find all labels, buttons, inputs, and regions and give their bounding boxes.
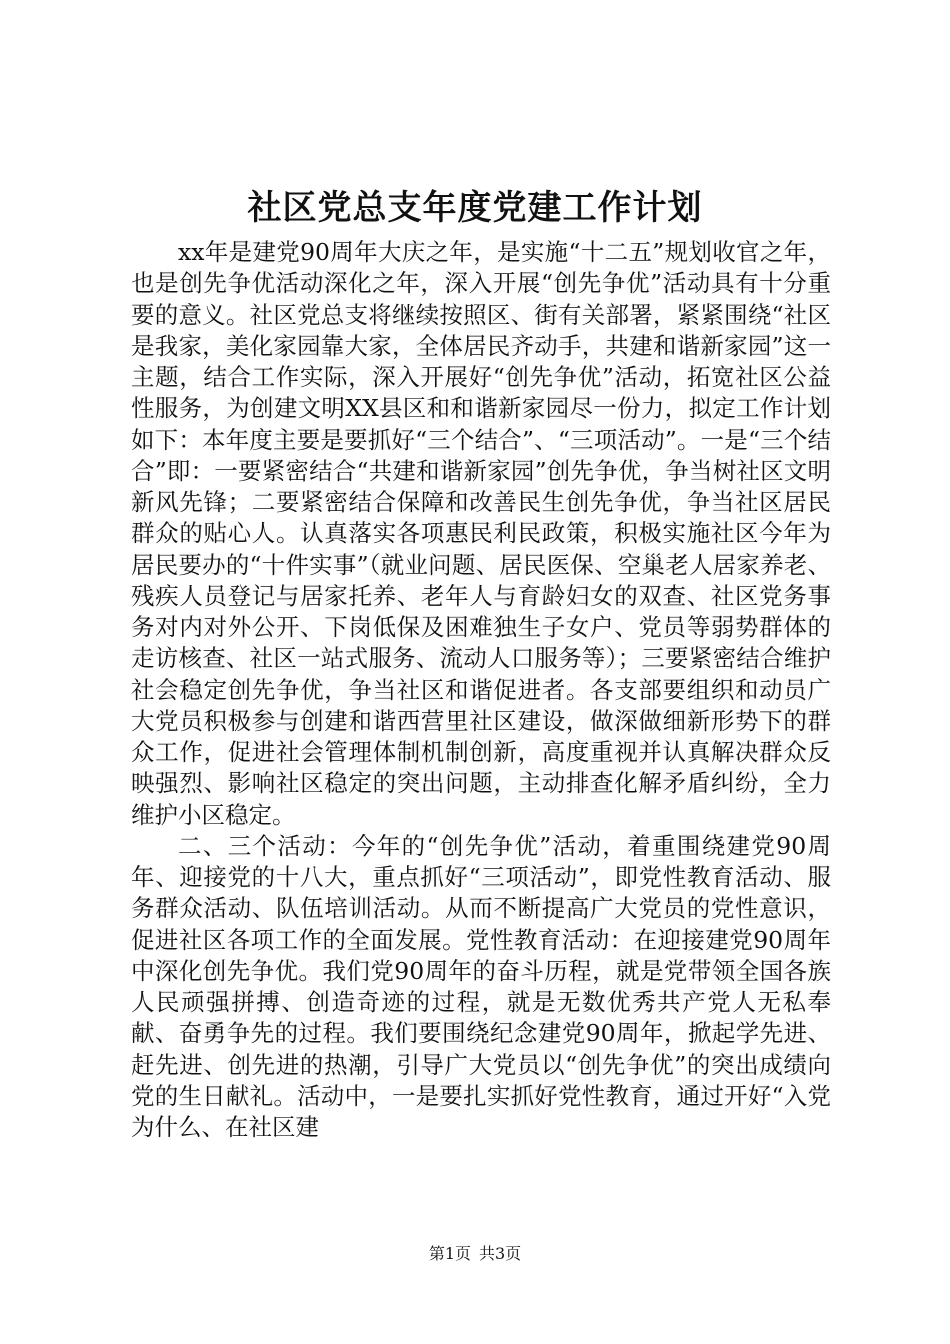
paragraph-1: xx年是建党90周年大庆之年，是实施“十二五”规划收官之年，也是创先争优活动深化之年，深入开展“创先争优”活动具有十分重要的意义。社区党总支将继续按照区、街有关部署，紧紧围绕“社区是我家，美化家园靠大家，全体居民齐动手，共建和谐新家园”这一主题，结合工作实际，深入开展好“创先争优”活动，拓宽社区公益性服务，为创建文明XX县区和和谐新家园尽一份力，拟定工作计划如下：本年度主要是要抓好“三个结合”、“三项活动”。一是“三个结合”即：一要紧密结合“共建和谐新家园”创先争优，争当树社区文明新风先锋；二要紧密结合保障和改善民生创先争优，争当社区居民群众的贴心人。认真落实各项惠民利民政策，积极实施社区今年为居民要办的“十件实事”（就业问题、居民医保、空巢老人居家养老、残疾人员登记与居家托养、老年人与育龄妇女的双查、社区党务事务对内对外公开、下岗低保及困难独生子女户、党员等弱势群体的走访核查、社区一站式服务、流动人口服务等）；三要紧密结合维护社会稳定创先争优，争当社区和谐促进者。各支部要组织和动员广大党员积极参与创建和谐西营里社区建设，做深做细新形势下的群众工作，促进社会管理体制机制创新，高度重视并认真解决群众反映强烈、影响社区稳定的突出问题，主动排查化解矛盾纠纷，全力维护小区稳定。	[131, 238, 831, 829]
page-number: 第1页	[428, 1244, 471, 1263]
paragraph-2: 二、三个活动：今年的“创先争优”活动，着重围绕建党90周年、迎接党的十八大，重点抓好“三项活动”，即党性教育活动、服务群众活动、队伍培训活动。从而不断提高广大党员的党性意识，促进社区各项工作的全面发展。党性教育活动：在迎接建党90周年中深化创先争优。我们党90周年的奋斗历程，就是党带领全国各族人民顽强拼搏、创造奇迹的过程，就是无数优秀共产党人无私奉献、奋勇争先的过程。我们要围绕纪念建党90周年，掀起学先进、赶先进、创先进的热潮，引导广大党员以“创先争优”的突出成绩向党的生日献礼。活动中，一是要扎实抓好党性教育，通过开好“入党为什么、在社区建	[131, 831, 831, 1141]
page-total: 共3页	[479, 1244, 522, 1263]
document-title: 社区党总支年度党建工作计划	[247, 188, 703, 228]
page-footer	[0, 1243, 950, 1265]
document-body	[131, 237, 831, 1143]
